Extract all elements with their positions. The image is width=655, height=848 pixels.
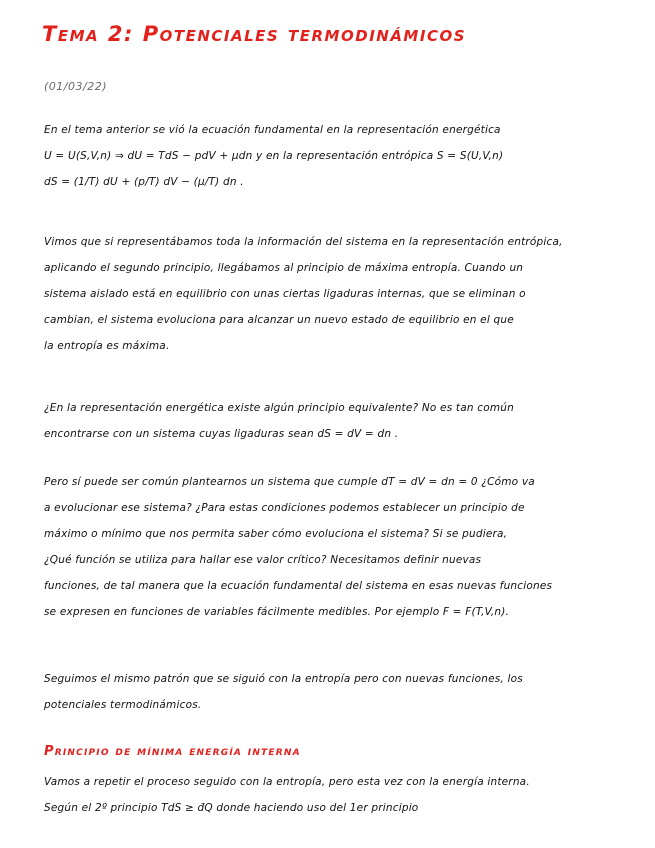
text-line: dS = (1/T) dU + (p/T) dV − (μ/T) dn . bbox=[44, 176, 244, 188]
text-line: Pero sí puede ser común plantearnos un sistema que cumple dT = dV = dn = 0 ¿Cómo va bbox=[44, 476, 535, 488]
paragraph-energy-representation bbox=[44, 395, 644, 447]
date-label: (01/03/22) bbox=[44, 80, 107, 93]
paragraph-minimum-energy bbox=[44, 769, 644, 821]
text-line: ¿Qué función se utiliza para hallar ese valor crítico? Necesitamos definir nuevas bbox=[44, 554, 482, 566]
text-line: sistema aislado está en equilibrio con unas ciertas ligaduras internas, que se eliminan o bbox=[44, 288, 526, 300]
text-line: máximo o mínimo que nos permita saber cómo evoluciona el sistema? Si se pudiera, bbox=[44, 528, 508, 540]
paragraph-fundamental-equation bbox=[44, 117, 644, 195]
text-line: Vamos a repetir el proceso seguido con la entropía, pero esta vez con la energía interna. bbox=[44, 776, 530, 788]
paragraph-new-functions bbox=[44, 469, 644, 625]
text-line: En el tema anterior se vió la ecuación fundamental en la representación energética bbox=[44, 124, 501, 136]
text-line: ¿En la representación energética existe algún principio equivalente? No es tan común bbox=[44, 402, 515, 414]
text-line: Vimos que si representábamos toda la información del sistema en la representación entrópica, bbox=[44, 236, 563, 248]
text-line: a evolucionar ese sistema? ¿Para estas condiciones podemos establecer un principio de bbox=[44, 502, 525, 514]
text-line: Seguimos el mismo patrón que se siguió con la entropía pero con nuevas funciones, los bbox=[44, 673, 523, 685]
paragraph-maximum-entropy bbox=[44, 229, 644, 359]
text-line: potenciales termodinámicos. bbox=[44, 699, 202, 711]
text-line: funciones, de tal manera que la ecuación fundamental del sistema en esas nuevas funciones bbox=[44, 580, 553, 592]
section-heading: Principio de mínima energía interna bbox=[44, 744, 301, 759]
text-line: la entropía es máxima. bbox=[44, 340, 170, 352]
text-line: aplicando el segundo principio, llegábamos al principio de máxima entropía. Cuando un bbox=[44, 262, 524, 274]
text-line: se expresen en funciones de variables fácilmente medibles. Por ejemplo F = F(T,V,n). bbox=[44, 606, 510, 618]
paragraph-thermodynamic-potentials bbox=[44, 666, 644, 718]
text-line: encontrarse con un sistema cuyas ligaduras sean dS = dV = dn . bbox=[44, 428, 399, 440]
text-line: U = U(S,V,n) ⇒ dU = TdS − pdV + μdn y en la representación entrópica S = S(U,V,n) bbox=[44, 150, 504, 162]
text-line: Según el 2º principio TdS ≥ đQ donde haciendo uso del 1er principio bbox=[44, 802, 419, 814]
text-line: cambian, el sistema evoluciona para alcanzar un nuevo estado de equilibrio en el que bbox=[44, 314, 514, 326]
page-title: Tema 2: Potenciales termodinámicos bbox=[42, 22, 467, 46]
